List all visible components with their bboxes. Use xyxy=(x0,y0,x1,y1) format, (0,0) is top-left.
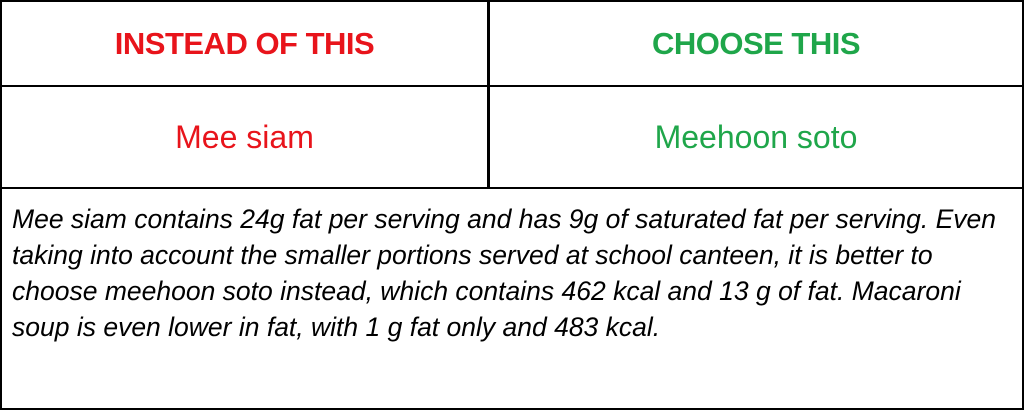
header-row xyxy=(2,2,1022,87)
instead-item-cell xyxy=(2,87,490,187)
items-row xyxy=(2,87,1022,189)
instead-header-label: INSTEAD OF THIS xyxy=(114,25,375,61)
choose-item-label: Meehoon soto xyxy=(654,118,858,155)
choose-item-cell xyxy=(490,87,1022,187)
choose-header-cell xyxy=(490,2,1022,85)
instead-header-cell xyxy=(2,2,490,85)
choose-header-label: CHOOSE THIS xyxy=(651,25,861,61)
explanation-note: Mee siam contains 24g fat per serving and has 9g of saturated fat per serving. Even taking into account the smaller portions served at school canteen, it is better to choose meehoon soto instead, which contains 462 kcal and 13 g of fat. Macaroni soup is even lower in fat, with 1 g fat only and 483 kcal. xyxy=(12,204,997,342)
instead-item-label: Mee siam xyxy=(175,118,314,155)
